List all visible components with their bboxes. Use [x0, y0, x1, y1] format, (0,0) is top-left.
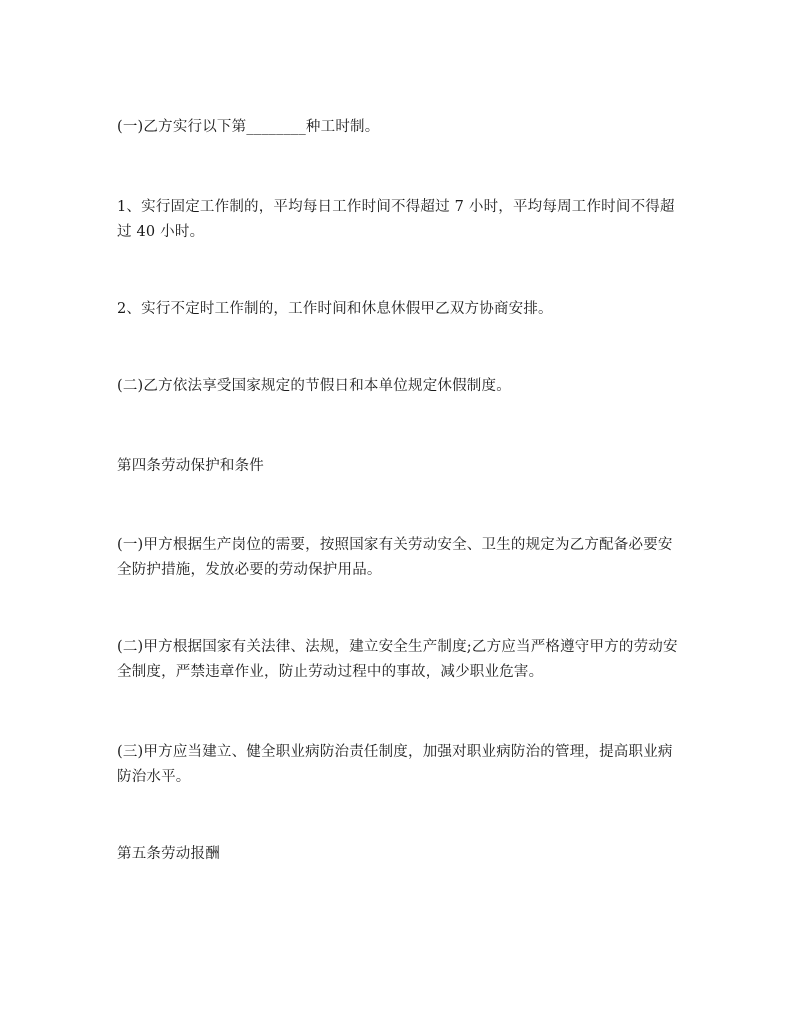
working-hours-clause: (一)乙方实行以下第________种工时制。 [117, 119, 380, 135]
protection-equipment-clause: (一)甲方根据生产岗位的需要，按照国家有关劳动安全、卫生的规定为乙方配备必要安全防护措施，发放必要的劳动保护用品。 [117, 537, 673, 578]
holiday-clause: (二)乙方依法享受国家规定的节假日和本单位规定休假制度。 [117, 378, 511, 394]
article-four-heading: 第四条劳动保护和条件 [117, 458, 264, 474]
occupational-disease-clause: (三)甲方应当建立、健全职业病防治责任制度，加强对职业病防治的管理，提高职业病防治水平。 [117, 744, 673, 785]
flexible-hours-item: 2、实行不定时工作制的，工作时间和休息休假甲乙双方协商安排。 [117, 301, 553, 317]
safety-system-clause: (二)甲方根据国家有关法律、法规，建立安全生产制度;乙方应当严格遵守甲方的劳动安全制度，严禁违章作业，防止劳动过程中的事故，减少职业危害。 [117, 639, 678, 680]
article-five-heading: 第五条劳动报酬 [117, 846, 220, 862]
fixed-hours-item: 1、实行固定工作制的，平均每日工作时间不得超过 7 小时，平均每周工作时间不得超过 40 小时。 [117, 199, 675, 240]
